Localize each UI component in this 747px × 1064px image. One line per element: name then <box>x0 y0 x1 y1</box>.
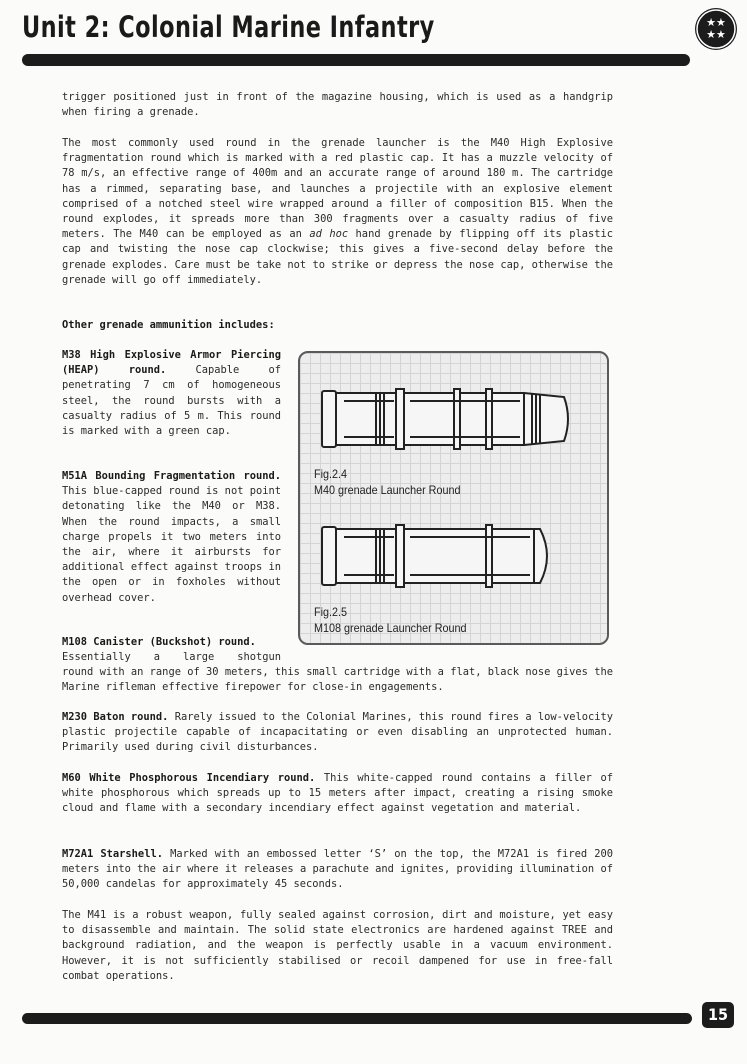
figure-2-5-caption: M108 grenade Launcher Round <box>314 621 467 635</box>
page-number: 15 <box>702 1002 734 1028</box>
paragraph-m41-summary: The M41 is a robust weapon, fully sealed against corrosion, dirt and moisture, yet easy to disassemble and maintain. The solid state electronics are hardened against TREE and background radiation, and the weapon is perfectly usable in a vacuum environment. However, it is not sufficiently stabilised or recoil dampened for use in free-fall combat operations. <box>62 909 613 982</box>
paragraph-intro: trigger positioned just in front of the magazine housing, which is used as a handgrip when firing a grenade. <box>62 91 613 119</box>
emphasis-ad-hoc: ad hoc <box>309 228 349 241</box>
figure-2-5-number: Fig.2.5 <box>314 605 348 619</box>
paragraph-m60: M60 White Phosphorous Incendiary round. This white-capped round contains a filler of white phosphorous which spreads up to 15 meters after impact, creating a rising smoke cloud and flame with a secondary incendiary effect against vegetation and material. <box>62 772 613 815</box>
bleed-through-text <box>330 22 690 42</box>
paragraph-m72a1: M72A1 Starshell. Marked with an embossed letter ‘S’ on the top, the M72A1 is fired 200 meters into the air where it releases a parachute and ignites, providing illumination of 50,000 candelas for approximately 45 seconds. <box>62 848 614 891</box>
paragraph-m108-line: Essentially a large shotgun <box>62 651 281 663</box>
m40-round-diagram <box>314 381 594 461</box>
m108-round-diagram <box>314 517 594 597</box>
paragraph-m230: M230 Baton round. Rarely issued to the Colonial Marines, this round fires a low-velocity plastic projectile capable of incapacitating or even disabling an unprotected human. Primarily used during civil disturbances. <box>62 711 613 754</box>
section-heading: Other grenade ammunition includes: <box>62 319 275 331</box>
figure-2-4-number: Fig.2.4 <box>314 467 348 481</box>
paragraph-m108-title: M108 Canister (Buckshot) round. <box>62 636 256 648</box>
stars-emblem-icon <box>695 8 737 50</box>
paragraph-m108: round with an range of 30 meters, this small cartridge with a flat, black nose gives the Marine rifleman effective firepower for close-in engagements. <box>62 666 613 694</box>
footer-bar <box>22 1013 692 1024</box>
figure-2-4-caption: M40 grenade Launcher Round <box>314 483 461 497</box>
svg-text:★★: ★★ <box>706 16 726 29</box>
figure-panel <box>298 351 609 645</box>
page-title: Unit 2: Colonial Marine Infantry <box>22 10 435 44</box>
svg-text:★★: ★★ <box>706 28 726 41</box>
paragraph-m38: M38 High Explosive Armor Piercing (HEAP) round. Capable of penetrating 7 cm of homogeneous steel, the round bursts with a casualty radius of 5 m. This round is marked with a green cap. <box>62 349 281 438</box>
header-bar <box>22 54 690 66</box>
paragraph-m40: The most commonly used round in the grenade launcher is the M40 High Explosive fragmentation round which is marked with a red plastic cap. It has a muzzle velocity of 78 m/s, an effective range of 400m and an accurate range of around 180 m. The cartridge has a rimmed, separating base, and launches a projectile with an explosive element comprised of a notched steel wire wrapped around a filler of composition B15. When the round explodes, it spreads more than 300 fragments over a casualty radius of five meters. The M40 can be employed as an ad hoc hand grenade by flipping off its plastic cap and twisting the nose cap clockwise; this gives a five-second delay before the grenade explodes. Care must be take not to strike or depress the nose cap, otherwise the grenade will go off immediately. <box>62 137 613 286</box>
paragraph-m51a: M51A Bounding Fragmentation round. This blue-capped round is not point detonating like the M40 or M38. When the round impacts, a small charge propels it two meters into the air, where it airbursts for additional effect against troops in the open or in foxholes without overhead cover. <box>62 470 281 604</box>
